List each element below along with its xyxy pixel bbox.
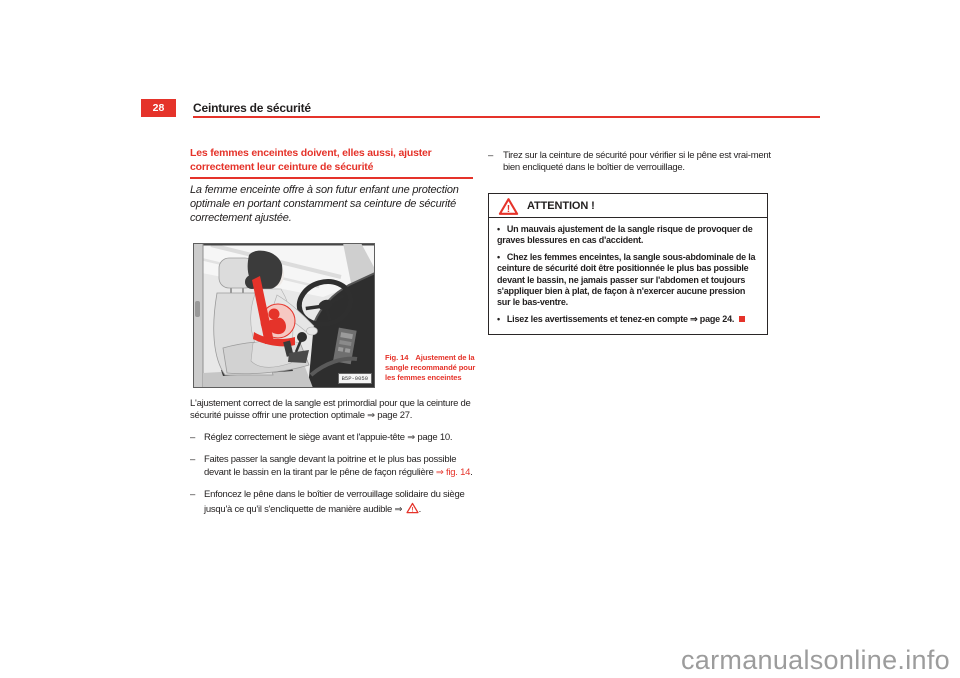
figure-image-code: B5P-0050 xyxy=(338,373,372,384)
step-item-3 xyxy=(190,489,482,516)
right-column-step: – Tirez sur la ceinture de sécurité pour vérifier si le pêne est vrai-ment bien encliqueté dans le boîtier de verrouillage. xyxy=(488,150,776,175)
attention-title: ATTENTION ! xyxy=(527,200,595,212)
step-text: Réglez correctement le siège avant et l'appuie-tête ⇒ page 10. xyxy=(204,432,453,443)
section-title: Ceintures de sécurité xyxy=(193,101,311,115)
figure-caption-text: Ajustement de la sangle recommandé pour les femmes enceintes xyxy=(385,353,476,382)
svg-text:!: ! xyxy=(506,203,511,215)
attention-bullet-1 xyxy=(497,224,759,247)
attention-bullet-3 xyxy=(497,314,759,325)
watermark: carmanualsonline.info xyxy=(681,645,950,675)
attention-body xyxy=(489,218,767,334)
figure-14-illustration xyxy=(193,243,375,388)
heading-rule xyxy=(190,177,473,179)
step-item-1 xyxy=(190,432,482,444)
step-text: Enfoncez le pêne dans le boîtier de verrouillage solidaire du siège jusqu'à ce qu'il s'encliquette de manière audible ⇒ xyxy=(204,489,465,515)
svg-text:!: ! xyxy=(411,506,414,514)
attention-bullet-2 xyxy=(497,252,759,309)
page-number-badge: 28 xyxy=(141,99,176,117)
intro-paragraph: L'ajustement correct de la sangle est primordial pour que la ceinture de sécurité puisse offrir une protection optimale ⇒ page 27. xyxy=(190,398,471,422)
step-suffix: . xyxy=(418,503,421,515)
car-interior-illustration xyxy=(193,243,375,388)
lead-paragraph: La femme enceinte offre à son futur enfant une protection optimale en portant constamment sa ceinture de sécurité correctement ajustée. xyxy=(190,184,459,225)
warning-triangle-icon xyxy=(406,502,419,514)
attention-bullet-text: Un mauvais ajustement de la sangle risque de provoquer de graves blessures en cas d'accident. xyxy=(497,224,753,246)
step-item-2 xyxy=(190,454,482,479)
figure-caption xyxy=(385,353,487,382)
article-heading: Les femmes enceintes doivent, elles aussi, ajuster correctement leur ceinture de sécurité xyxy=(190,147,432,173)
figure-caption-label: Fig. 14 xyxy=(385,353,409,362)
step-suffix: . xyxy=(470,466,473,478)
figure-reference-link: ⇒ fig. 14 xyxy=(435,466,471,478)
attention-bullet-text: Lisez les avertissements et tenez-en compte ⇒ page 24. xyxy=(506,313,735,324)
procedure-steps xyxy=(190,432,482,526)
attention-warning-box xyxy=(488,193,768,335)
attention-header xyxy=(489,194,767,218)
attention-bullet-text: Chez les femmes enceintes, la sangle sous-abdominale de la ceinture de sécurité doit être positionnée le plus bas possible devant le bassin, ne jamais passer sur l'abdomen et toujours s'appliquer bien à plat, de façon à n'exercer aucune pression sur le bas-ventre. xyxy=(497,251,756,308)
warning-triangle-icon xyxy=(498,197,519,216)
header-rule xyxy=(193,116,820,118)
section-end-marker xyxy=(739,316,745,322)
step-text: Faites passer la sangle devant la poitrine et le plus bas possible devant le bassin en la tirant par le pêne de façon régulière xyxy=(204,454,457,478)
